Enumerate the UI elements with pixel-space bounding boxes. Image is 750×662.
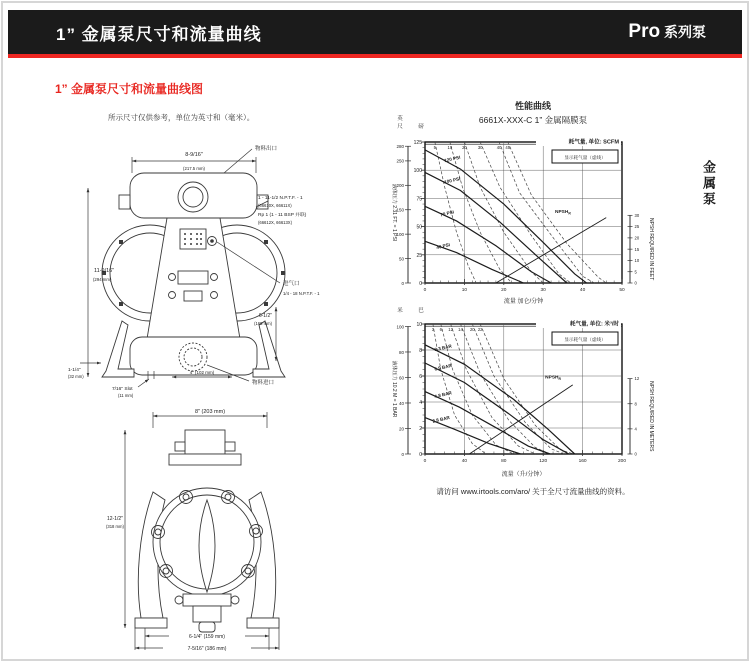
pump-front-view-drawing — [60, 125, 360, 415]
air-top-scale-label: 3 — [431, 327, 435, 332]
right-tick-label: 30 — [634, 212, 640, 218]
performance-chart-metric — [388, 296, 678, 493]
chart-air-curve — [469, 324, 564, 454]
right-tick-label: 20 — [634, 235, 640, 241]
chart-air-unit-label: 耗气量, 单位: SCFM — [568, 139, 619, 146]
air-top-scale-label: 14 — [458, 327, 463, 332]
chart-legend-text: 显示耗气量（虚线） — [564, 337, 606, 342]
outer-tick-label: 60 — [398, 375, 404, 381]
chart-series-label: 6.9 BAR — [433, 362, 453, 372]
port-spec-4: (66612X, 66613X) — [258, 220, 292, 225]
dim-height-in: 11-9/16" — [94, 268, 115, 274]
dim-foot-mm: (32 mm) — [68, 374, 84, 379]
air-top-scale-label: 45 — [505, 145, 511, 150]
x-tick-label: 30 — [540, 288, 546, 293]
inner-tick-label: 125 — [413, 140, 422, 146]
right-tick-label: 12 — [634, 376, 640, 382]
pump-bottom-view-drawing — [105, 400, 305, 652]
page-title: 1” 金属泵尺寸和流量曲线 — [56, 24, 262, 44]
x-tick-label: 80 — [501, 459, 507, 464]
footer-caption-prefix: 请访问 — [436, 487, 461, 496]
outer-tick-label: 40 — [398, 400, 404, 406]
outer-tick-label: 0 — [401, 451, 404, 457]
chart-x-axis-label: 流量（升/分钟） — [501, 472, 546, 478]
brand-series: 系列泵 — [660, 24, 706, 40]
inner-tick-label: 10 — [416, 322, 422, 328]
x-tick-label: 10 — [461, 288, 468, 293]
inner-tick-label: 0 — [419, 281, 422, 287]
air-top-scale-label: 5 — [433, 145, 437, 150]
outer-tick-label: 20 — [398, 426, 404, 432]
chart-right-axis-label: NPSH REQUIRED IN FEET — [648, 218, 654, 281]
x-tick-label: 40 — [579, 288, 586, 293]
air-top-scale-label: 30 — [477, 145, 483, 150]
x-tick-label: 0 — [423, 459, 427, 464]
air-top-scale-label: 20 — [462, 145, 467, 150]
air-top-scale-label: 10 — [447, 145, 453, 150]
left-port-flange — [119, 195, 130, 209]
right-foot — [247, 618, 279, 628]
outer-axis-header: 米 — [397, 308, 403, 314]
chart-y-axis-label: 液体压力 2.31 FT. = 1 PSI — [391, 183, 397, 242]
chart-series-label: 100 PSI — [443, 176, 461, 185]
page-header — [8, 10, 742, 54]
dim-mid-mm: (165 mm) — [254, 321, 272, 326]
dim-outer-width: 7-5/16" (186 mm) — [187, 646, 227, 652]
chart-right-axis-label: NPSH REQUIRED IN METERS — [648, 381, 654, 452]
x-tick-label: 20 — [501, 288, 507, 293]
left-leg — [102, 321, 134, 377]
air-top-scale-label: 20 — [469, 327, 475, 332]
chart-series-line — [425, 345, 575, 454]
right-tick-label: 25 — [634, 224, 640, 230]
chart-series-line — [425, 392, 550, 454]
right-leg — [253, 321, 285, 377]
charts-title: 性能曲线 — [514, 101, 551, 111]
right-tick-label: 10 — [634, 258, 640, 264]
top-flange — [169, 454, 241, 465]
outlet-label: 物料出口 — [255, 146, 278, 152]
outer-tick-label: 0 — [401, 280, 404, 286]
chart-series-label: 2.8 BAR — [431, 414, 451, 424]
inner-axis-header: 磅 — [418, 124, 424, 130]
dim-height-in: 12-1/2" — [107, 516, 123, 522]
inner-tick-label: 25 — [416, 252, 422, 259]
header-accent-bar — [8, 54, 742, 58]
chart-series-line — [425, 150, 587, 283]
inner-tick-label: 75 — [416, 196, 422, 203]
chart-series-label: 8.3 BAR — [433, 343, 453, 353]
right-tick-label: 15 — [634, 246, 640, 252]
inner-axis-header: 巴 — [418, 308, 424, 314]
footer-caption — [378, 486, 688, 497]
port-block — [185, 430, 225, 454]
air-top-scale-label: 6 — [439, 327, 442, 332]
outer-tick-label: 100 — [396, 324, 404, 330]
inner-tick-label: 4 — [419, 400, 422, 406]
chart-series-line — [425, 418, 521, 454]
air-top-scale-label: 22 — [477, 327, 483, 332]
air-inlet-spec: 1/4 - 18 N.P.T.F. - 1 — [283, 291, 320, 296]
right-tick-label: 4 — [634, 426, 637, 432]
x-tick-label: 200 — [617, 459, 627, 464]
chart-series-label: 40 PSI — [435, 242, 451, 251]
outer-tick-label: 50 — [398, 256, 404, 262]
brand-pro: Pro — [628, 21, 661, 42]
outer-tick-label: 150 — [396, 207, 404, 213]
top-manifold — [130, 173, 257, 218]
dim-width: 8" (203 mm) — [194, 409, 226, 415]
slot-mm: (11 mm) — [118, 393, 134, 398]
left-foot — [135, 618, 167, 628]
slot-label: 7/16" Slot — [112, 387, 133, 392]
chart-air-curve — [450, 142, 512, 283]
dim-top-width-mm: (217.5 mm) — [183, 166, 205, 171]
x-tick-label: 160 — [578, 459, 587, 464]
dim-height-mm: (318 mm) — [106, 524, 124, 529]
dim-inner-width: 6-1/4" (159 mm) — [189, 634, 225, 640]
chart-svg — [388, 112, 678, 308]
air-top-scale-label: 40 — [496, 145, 502, 150]
outer-tick-label: 200 — [396, 183, 404, 189]
inner-tick-label: 100 — [413, 168, 422, 175]
chart-npsh-label: $NPSH_R$ — [545, 375, 561, 381]
outer-tick-label: 250 — [396, 158, 404, 164]
port-spec-3: Rp 1 (1 - 11 BSP 并联) — [258, 213, 307, 218]
section-title: 1” 金属泵尺寸和流量曲线图 — [55, 82, 204, 96]
footer-caption-suffix: 关于全尺寸流量曲线的资料。 — [530, 487, 630, 496]
chart-series-label: 120 PSI — [443, 154, 461, 164]
x-tick-label: 50 — [619, 288, 625, 293]
air-inlet-label: 进气口 — [283, 281, 300, 287]
outer-tick-label: 80 — [398, 349, 404, 355]
center-body — [145, 218, 242, 351]
chart-svg — [388, 296, 678, 488]
right-tick-label: 0 — [634, 280, 637, 286]
x-tick-label: 120 — [539, 459, 548, 464]
chart-series-label: 70 PSI — [439, 209, 455, 218]
x-tick-label: 40 — [461, 459, 468, 464]
outer-tick-label: 280 — [396, 144, 404, 150]
inlet-label: 物料进口 — [252, 380, 275, 386]
charts-subtitle: 6661X-XXX-C 1” 金属隔膜泵 — [478, 115, 588, 125]
inner-tick-label: 6 — [419, 374, 422, 380]
performance-chart-imperial — [388, 112, 678, 313]
dim-height-mm: (294 mm) — [93, 277, 112, 282]
outer-axis-header: 英 — [397, 116, 403, 122]
side-tab-label: 金属泵 — [701, 160, 716, 208]
right-tick-label: 0 — [634, 451, 637, 457]
x-tick-label: 0 — [423, 288, 427, 293]
chart-npsh-line — [469, 385, 572, 454]
port-spec-1: 1 - 11-1/2 N.P.T.F. - 1 — [258, 196, 303, 201]
dim-mid-in: 6-1/2" — [258, 313, 272, 319]
inner-tick-label: 2 — [419, 426, 422, 432]
chart-npsh-line — [496, 218, 606, 283]
dim-top-width-in: 8-9/16" — [185, 152, 203, 158]
right-tick-label: 5 — [634, 269, 637, 275]
air-top-scale-label: 12 — [448, 327, 453, 332]
chart-series-line — [425, 172, 567, 283]
chart-y-axis-label: 液体压力 10.2 M = 1 BAR — [391, 360, 397, 418]
chart-air-curve — [433, 324, 486, 454]
dimension-note: 所示尺寸仅供参考，单位为英寸和（毫米）。 — [108, 113, 255, 122]
chart-air-unit-label: 耗气量, 单位: 米³/时 — [569, 321, 619, 328]
outer-tick-label: 100 — [396, 231, 404, 237]
bottom-flange — [183, 594, 231, 606]
port-spec-2: (66610X, 66611X) — [258, 203, 292, 208]
chart-npsh-label: $NPSH_R$ — [555, 210, 571, 216]
dim-base: 4" (102 mm) — [189, 370, 215, 375]
dim-foot-in: 1-1/4" — [68, 368, 81, 373]
chart-series-label: 4.8 BAR — [433, 390, 453, 400]
footer-url: www.irtools.com/aro/ — [460, 487, 531, 496]
right-tick-label: 8 — [634, 401, 637, 407]
inner-tick-label: 50 — [416, 224, 422, 231]
chart-legend-text: 显示耗气量（虚线） — [564, 155, 606, 160]
bottom-port — [193, 606, 221, 622]
chart-x-axis-label: 流量 加仑/分钟 — [503, 299, 544, 305]
inner-tick-label: 8 — [419, 348, 422, 354]
outer-axis-header: 尺 — [397, 124, 403, 130]
brand-label — [628, 21, 706, 43]
inner-tick-label: 0 — [419, 452, 422, 458]
